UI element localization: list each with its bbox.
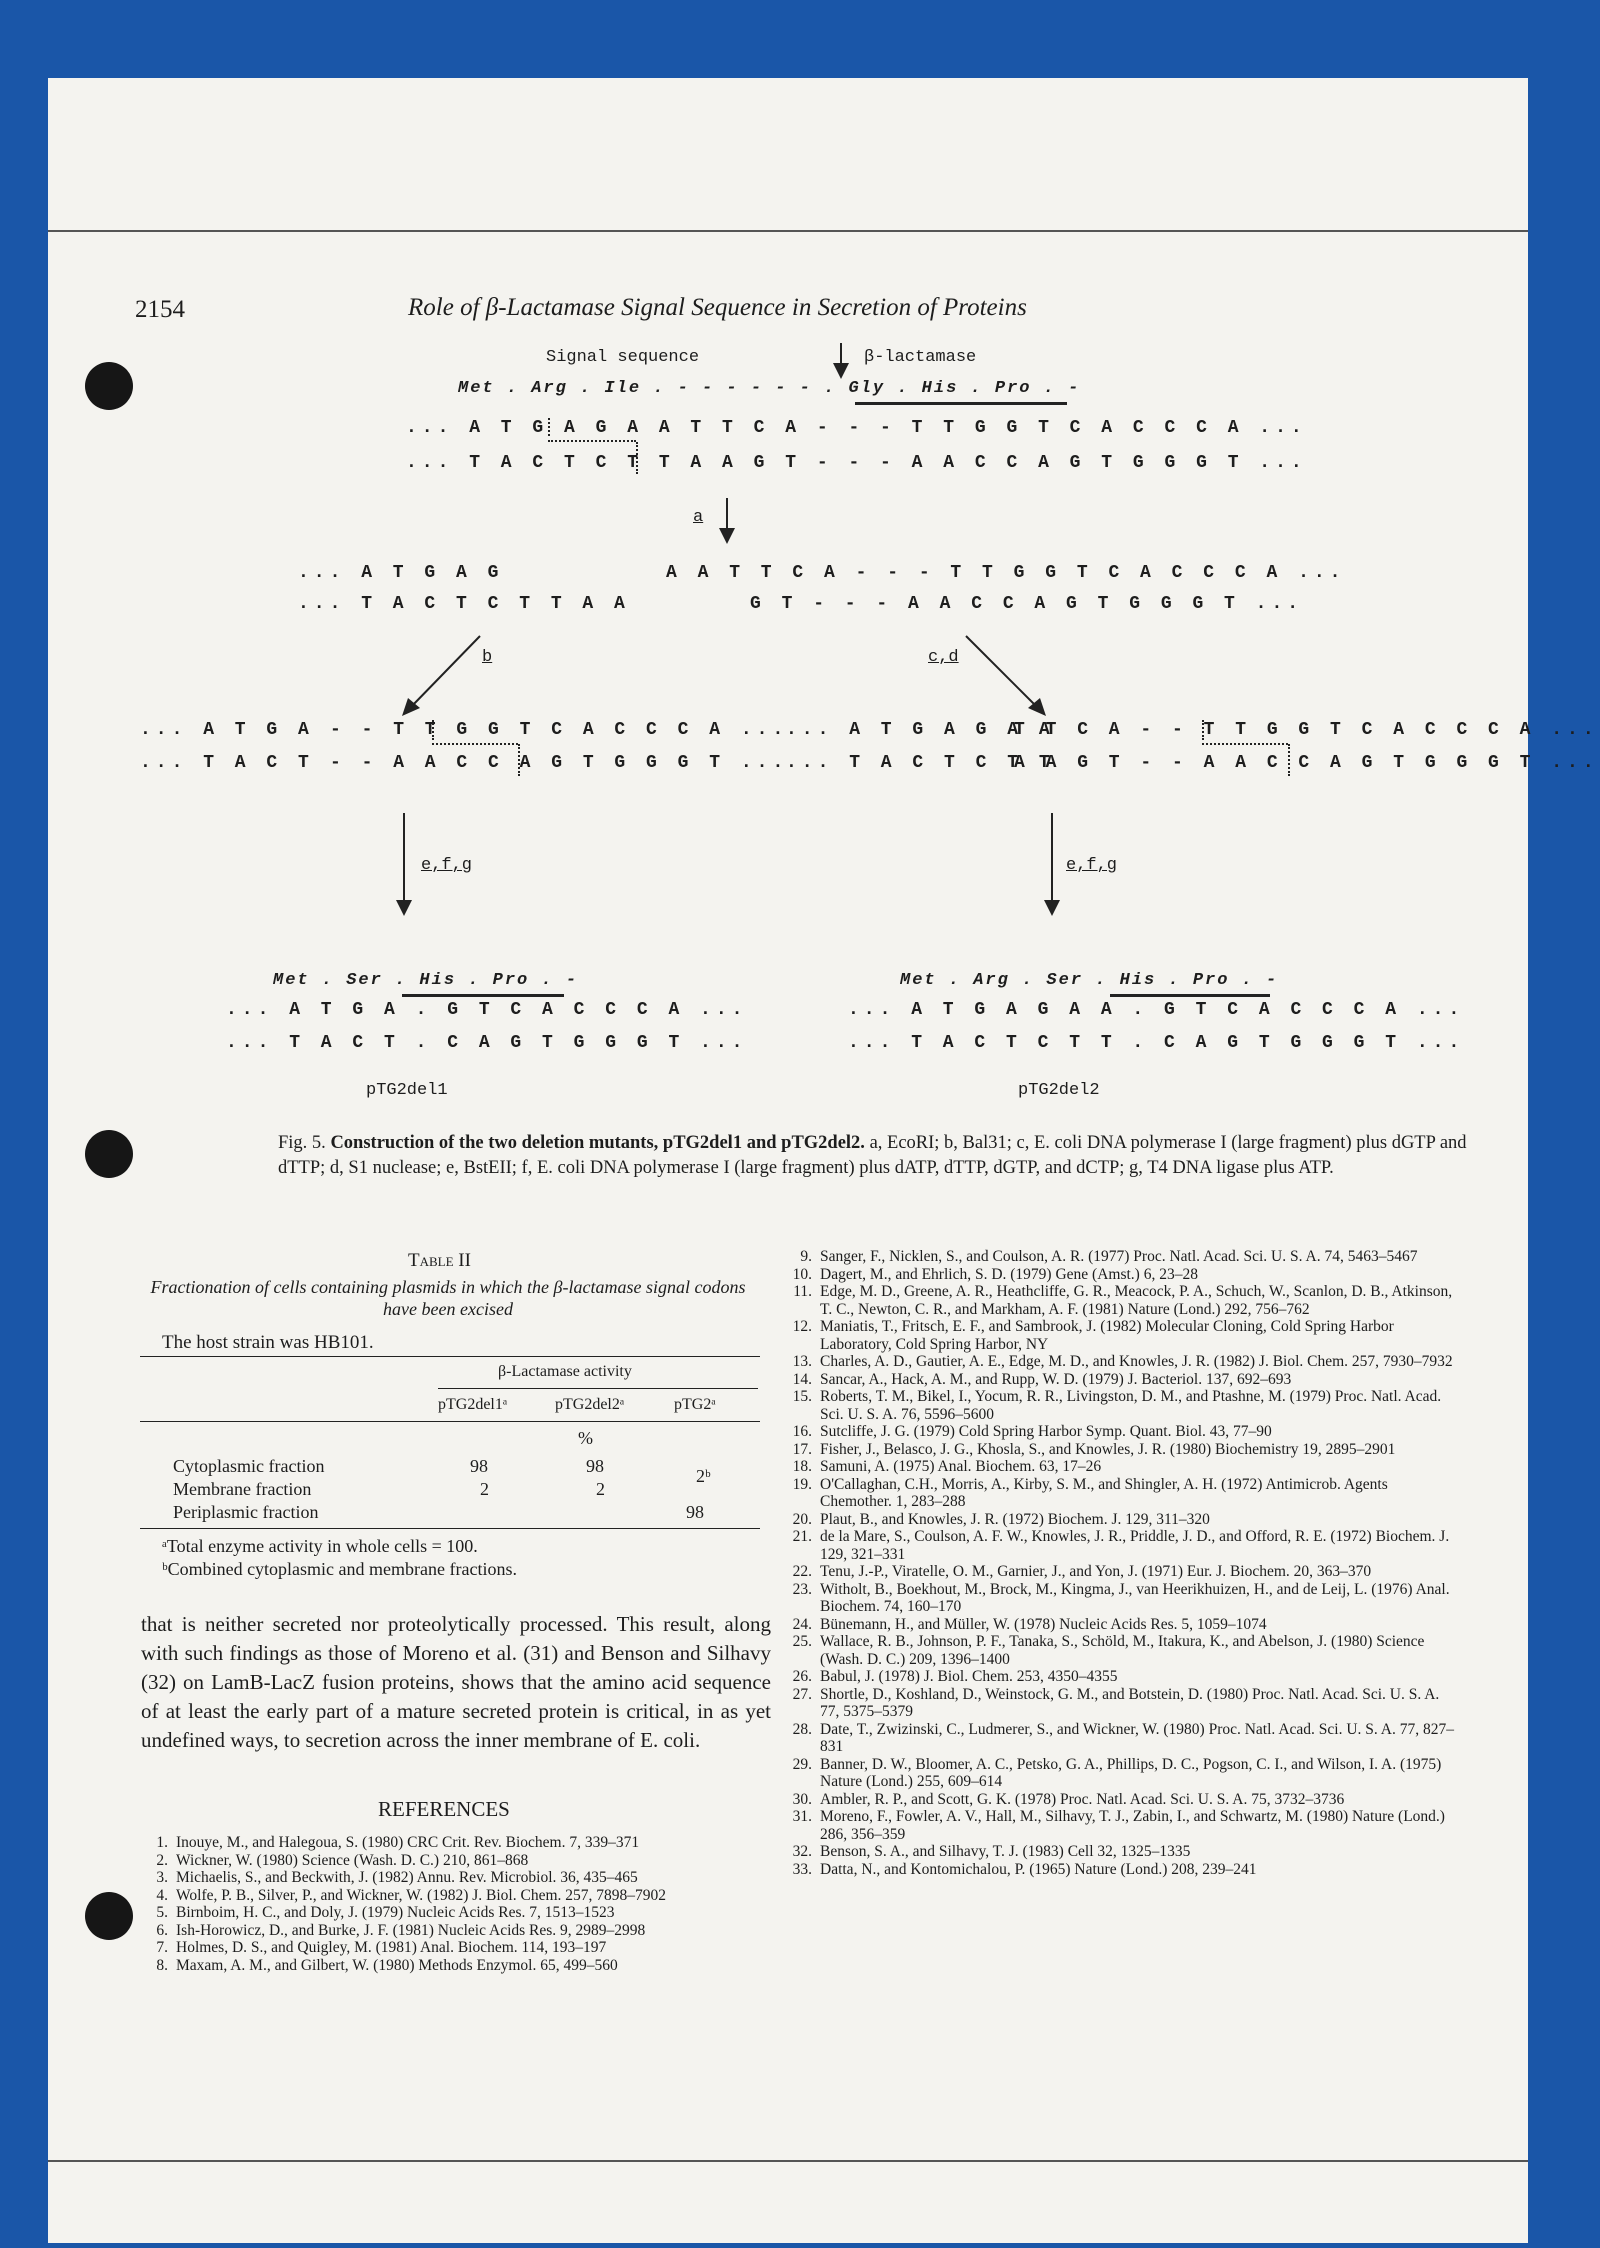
reference-text: Ish-Horowicz, D., and Burke, J. F. (1981) Nucleic Acids Res. 9, 2989–2998: [176, 1921, 646, 1939]
reference-text: Maniatis, T., Fritsch, E. F., and Sambrook, J. (1982) Molecular Cloning, Cold Spring Harbor Laboratory, Cold Spring Harbor, NY: [820, 1318, 1394, 1353]
reference-number: 11.: [793, 1283, 812, 1300]
table-footnote-b: ᵇCombined cytoplasmic and membrane fractions.: [162, 1559, 517, 1579]
reference-text: Sutcliffe, J. G. (1979) Cold Spring Harbor Symp. Quant. Biol. 43, 77–90: [820, 1423, 1272, 1440]
step-b-label: b: [482, 648, 493, 667]
pTG2del1-label: pTG2del1: [366, 1081, 448, 1100]
left-product-amino-acids: Met . Ser . His . Pro . -: [273, 971, 579, 990]
reference-text: Roberts, T. M., Bikel, I., Yocum, R. R., Livingston, D. M., and Ptashne, M. (1979) Proc. Natl. Acad. Sci. U. S. A. 76, 5596–5600: [820, 1388, 1442, 1423]
references-heading: REFERENCES: [378, 1797, 510, 1821]
reference-number: 22.: [792, 1563, 812, 1580]
running-title: Role of β-Lactamase Signal Sequence in Secretion of Proteins: [408, 294, 1027, 321]
step-a-arrow-head: [719, 528, 735, 544]
table-rule-top: [140, 1356, 760, 1357]
caption-body: a, EcoRI; b, Bal31; c, E. coli DNA polymerase I (large fragment) plus dGTP and dTTP; d, S1 nuclease; e, BstEII; f, E. coli DNA polymerase I (large fragment) plus dATP, dTTP, dGTP, and dCTP; g, T4 DNA ligase plus ATP.: [278, 1133, 1467, 1178]
punch-hole: [85, 362, 133, 410]
reference-item: [786, 1633, 1458, 1668]
reference-number: 2.: [156, 1851, 168, 1869]
reference-text: Plaut, B., and Knowles, J. R. (1972) Biochem. J. 129, 311–320: [820, 1510, 1210, 1528]
reference-number: 18.: [792, 1458, 812, 1475]
left-branch-right-strand-1: - - T T G G T C A C C C A ...: [330, 720, 789, 740]
reference-text: Ambler, R. P., and Scott, G. K. (1978) Proc. Natl. Acad. Sci. U. S. A. 75, 3732–3736: [820, 1790, 1345, 1808]
reference-number: 12.: [792, 1318, 812, 1335]
table-row-label: Membrane fraction: [173, 1479, 312, 1499]
reference-number: 33.: [792, 1860, 812, 1878]
figure-caption: [278, 1131, 1518, 1181]
reference-item: [786, 1581, 1458, 1616]
right-branch-left-strand-2: ... T A C T C T T: [786, 753, 1055, 773]
reference-number: 6.: [156, 1921, 168, 1939]
mid-right-strand-2: G T - - - A A C C A G T G G G T ...: [750, 594, 1304, 614]
reference-item: [786, 1861, 1458, 1879]
reference-number: 17.: [792, 1440, 812, 1458]
reference-item: [150, 1852, 780, 1870]
bsteii-site-marker: [1288, 744, 1290, 776]
top-divider: [48, 230, 1528, 232]
reference-number: 30.: [792, 1790, 812, 1808]
left-branch-left-strand-2: ... T A C T: [140, 753, 314, 773]
signal-sequence-label: Signal sequence: [546, 348, 700, 367]
reference-number: 29.: [792, 1755, 812, 1773]
left-efg-label: e,f,g: [421, 856, 473, 875]
body-paragraph: that is neither secreted nor proteolytically processed. This result, along with such findings as those of Moreno et al. (31) and Benson and Silhavy (32) on LamB-LacZ fusion proteins, shows that the amino acid sequence of at least the early part of a mature secreted protein is critical, in as yet undefined ways, to secretion across the inner membrane of E. coli.: [141, 1612, 771, 1752]
table-unit: %: [578, 1428, 593, 1448]
punch-hole: [85, 1892, 133, 1940]
reference-item: [786, 1668, 1458, 1686]
reference-item: [786, 1563, 1458, 1581]
reference-item: [150, 1904, 780, 1922]
table-col-pTG2del2: pTG2del2ᵃ: [555, 1396, 625, 1413]
reference-item: [786, 1458, 1458, 1476]
reference-item: [150, 1834, 780, 1852]
reference-item: [150, 1887, 780, 1905]
right-branch-left-strand-1: ... A T G A G A A: [786, 720, 1055, 740]
reference-item: [786, 1528, 1458, 1563]
reference-number: 27.: [792, 1685, 812, 1703]
reference-text: Sanger, F., Nicklen, S., and Coulson, A. R. (1977) Proc. Natl. Acad. Sci. U. S. A. 74, 5463–5467: [820, 1248, 1418, 1265]
table-cell: 98: [586, 1456, 604, 1476]
right-efg-arrow-head: [1044, 900, 1060, 916]
reference-item: [786, 1283, 1458, 1318]
reference-item: [150, 1957, 780, 1975]
table-title: Table II: [408, 1250, 471, 1271]
reference-item: [786, 1721, 1458, 1756]
references-left-column: [150, 1834, 780, 1974]
reference-number: 13.: [792, 1353, 812, 1370]
reference-text: Fisher, J., Belasco, J. G., Khosla, S., and Knowles, J. R. (1980) Biochemistry 19, 2895–2901: [820, 1440, 1396, 1458]
table-host-note: The host strain was HB101.: [162, 1332, 374, 1353]
right-product-strand-2: ... T A C T C T T . C A G T G G G T ...: [848, 1033, 1465, 1053]
reference-item: [150, 1939, 780, 1957]
table-group-header: β-Lactamase activity: [498, 1363, 632, 1380]
reference-number: 15.: [792, 1388, 812, 1405]
reference-number: 25.: [792, 1633, 812, 1650]
reference-text: Samuni, A. (1975) Anal. Biochem. 63, 17–26: [820, 1458, 1102, 1475]
reference-number: 28.: [792, 1720, 812, 1738]
reference-number: 26.: [792, 1668, 812, 1685]
table-rule-mid: [140, 1421, 760, 1422]
table-subtitle: Fractionation of cells containing plasmids in which the β-lactamase signal codons have been excised: [150, 1277, 746, 1319]
reference-text: Birnboim, H. C., and Doly, J. (1979) Nucleic Acids Res. 7, 1513–1523: [176, 1904, 615, 1921]
reference-text: Edge, M. D., Greene, A. R., Heathcliffe, G. R., Meacock, P. A., Schuch, W., Scanlon, D. B., Atkinson, T. C., Newton, C. R., and Markham, A. F. (1981) Nature (Lond.) 292, 756–762: [820, 1283, 1453, 1318]
reference-item: [786, 1353, 1458, 1371]
cleavage-arrow-head: [833, 363, 849, 379]
reference-text: Inouye, M., and Halegoua, S. (1980) CRC Crit. Rev. Biochem. 7, 339–371: [176, 1834, 640, 1851]
reference-text: Holmes, D. S., and Quigley, M. (1981) Anal. Biochem. 114, 193–197: [176, 1939, 607, 1956]
bsteii-site-marker: [1202, 720, 1204, 740]
table-cell: 98: [686, 1502, 704, 1522]
reference-item: [786, 1371, 1458, 1389]
bsteii-site-marker: [1202, 743, 1288, 745]
reference-text: Datta, N., and Kontomichalou, P. (1965) Nature (Lond.) 208, 239–241: [820, 1860, 1257, 1878]
table-row-label: Periplasmic fraction: [173, 1502, 319, 1522]
table-cell: 98: [470, 1456, 488, 1476]
reference-item: [786, 1616, 1458, 1634]
bottom-divider: [48, 2160, 1528, 2162]
reference-item: [786, 1248, 1458, 1266]
table-group-rule: [438, 1388, 758, 1389]
reference-item: [786, 1791, 1458, 1809]
reference-text: O'Callaghan, C.H., Morris, A., Kirby, S. M., and Shingler, A. H. (1972) Antimicrob. Agents Chemother. 1, 283–288: [820, 1475, 1388, 1510]
right-efg-label: e,f,g: [1066, 856, 1118, 875]
reference-number: 32.: [792, 1843, 812, 1860]
reference-number: 1.: [156, 1834, 168, 1851]
table-row-label: Cytoplasmic fraction: [173, 1456, 325, 1476]
reference-item: [786, 1756, 1458, 1791]
left-efg-arrow-head: [396, 900, 412, 916]
reference-number: 4.: [156, 1886, 168, 1904]
reference-number: 21.: [792, 1528, 812, 1545]
left-product-strand-2: ... T A C T . C A G T G G G T ...: [226, 1033, 748, 1053]
ecori-site-marker: [548, 418, 550, 436]
right-product-strand-1: ... A T G A G A A . G T C A C C C A ...: [848, 1000, 1465, 1020]
top-sequence-strand-2: ... T A C T C T T A A G T - - - A A C C A G T G G G T ...: [406, 453, 1307, 473]
right-branch-right-strand-2: A A G T - - A A C C A G T G G G T ...: [1014, 753, 1599, 773]
right-product-amino-acids: Met . Arg . Ser . His . Pro . -: [900, 971, 1279, 990]
reference-text: Moreno, F., Fowler, A. V., Hall, M., Silhavy, T. J., Zabin, I., and Schwartz, M. (1980) Nature (Lond.) 286, 356–359: [820, 1808, 1445, 1843]
beta-lactamase-label: β-lactamase: [864, 348, 977, 367]
mid-left-strand-2: ... T A C T C T T A A: [298, 594, 630, 614]
page-number: 2154: [135, 296, 185, 323]
reference-item: [786, 1808, 1458, 1843]
caption-lead: Fig. 5.: [278, 1133, 326, 1153]
punch-hole: [85, 1130, 133, 1178]
mid-right-strand-1: A A T T C A - - - T T G G T C A C C C A ...: [666, 563, 1346, 583]
step-cd-label: c,d: [928, 648, 959, 667]
table-cell: 2: [480, 1479, 489, 1499]
reference-text: Michaelis, S., and Beckwith, J. (1982) Annu. Rev. Microbiol. 36, 435–465: [176, 1869, 638, 1886]
left-branch-left-strand-1: ... A T G A: [140, 720, 314, 740]
reference-item: [150, 1922, 780, 1940]
reference-number: 23.: [792, 1580, 812, 1598]
reference-text: Shortle, D., Koshland, D., Weinstock, G. M., and Botstein, D. (1980) Proc. Natl. Acad. Sci. U. S. A. 77, 5375–5379: [820, 1685, 1440, 1720]
top-amino-acids: Met . Arg . Ile . - - - - - - . Gly . His . Pro . -: [458, 379, 1081, 398]
mature-protein-underline: [855, 402, 1067, 405]
reference-text: Date, T., Zwizinski, C., Ludmerer, S., and Wickner, W. (1980) Proc. Natl. Acad. Sci. U. S. A. 77, 827–831: [820, 1720, 1454, 1755]
top-sequence-strand-1: ... A T G A G A A T T C A - - - T T G G T C A C C C A ...: [406, 418, 1307, 438]
step-cd-arrow: [966, 636, 1038, 708]
reference-text: Wickner, W. (1980) Science (Wash. D. C.) 210, 861–868: [176, 1851, 529, 1869]
reference-number: 3.: [156, 1869, 168, 1886]
left-product-strand-1: ... A T G A . G T C A C C C A ...: [226, 1000, 748, 1020]
step-a-arrow: [726, 498, 728, 530]
table-col-pTG2del1: pTG2del1ᵃ: [438, 1396, 508, 1413]
mid-left-strand-1: ... A T G A G: [298, 563, 504, 583]
table-cell: 2: [596, 1479, 605, 1499]
table-rule-bottom: [140, 1528, 760, 1529]
cleavage-arrow-shaft: [840, 343, 842, 365]
references-right-column: [786, 1248, 1458, 1878]
reference-text: Wallace, R. B., Johnson, P. F., Tanaka, S., Schöld, M., Itakura, K., and Abelson, J. (1980) Science (Wash. D. C.) 209, 1396–1400: [820, 1633, 1425, 1668]
reference-text: Dagert, M., and Ehrlich, S. D. (1979) Gene (Amst.) 6, 23–28: [820, 1265, 1198, 1283]
reference-text: Bünemann, H., and Müller, W. (1978) Nucleic Acids Res. 5, 1059–1074: [820, 1615, 1267, 1633]
left-branch-right-strand-2: - - A A C C A G T G G G T ...: [330, 753, 789, 773]
reference-item: [786, 1441, 1458, 1459]
table-cell: 2ᵇ: [696, 1466, 711, 1486]
bsteii-site-marker: [432, 720, 434, 740]
reference-number: 10.: [792, 1265, 812, 1283]
reference-item: [786, 1686, 1458, 1721]
reference-item: [786, 1318, 1458, 1353]
reference-text: Charles, A. D., Gautier, A. E., Edge, M. D., and Knowles, J. R. (1982) J. Biol. Chem. 257, 7930–7932: [820, 1353, 1453, 1370]
reference-text: Sancar, A., Hack, A. M., and Rupp, W. D. (1979) J. Bacteriol. 137, 692–693: [820, 1370, 1292, 1388]
paper-page: [48, 78, 1599, 2243]
reference-number: 14.: [792, 1370, 812, 1388]
step-a-label: a: [693, 508, 704, 527]
reference-item: [786, 1423, 1458, 1441]
right-mature-underline: [1110, 994, 1270, 997]
reference-item: [786, 1266, 1458, 1284]
reference-text: Maxam, A. M., and Gilbert, W. (1980) Methods Enzymol. 65, 499–560: [176, 1956, 618, 1974]
ecori-site-marker: [636, 442, 638, 474]
table-col-pTG2: pTG2ᵃ: [674, 1396, 716, 1413]
reference-number: 8.: [156, 1956, 168, 1974]
bsteii-site-marker: [518, 744, 520, 776]
reference-item: [786, 1388, 1458, 1423]
reference-text: Benson, S. A., and Silhavy, T. J. (1983) Cell 32, 1325–1335: [820, 1843, 1191, 1860]
reference-number: 7.: [156, 1939, 168, 1956]
left-efg-arrow: [403, 813, 405, 903]
reference-text: Wolfe, P. B., Silver, P., and Wickner, W. (1982) J. Biol. Chem. 257, 7898–7902: [176, 1886, 667, 1904]
reference-text: Banner, D. W., Bloomer, A. C., Petsko, G. A., Phillips, D. C., Pogson, C. I., and Wilson, I. A. (1975) Nature (Lond.) 255, 609–614: [820, 1755, 1442, 1790]
reference-number: 24.: [792, 1615, 812, 1633]
ecori-site-marker: [548, 440, 636, 442]
bsteii-site-marker: [432, 743, 518, 745]
reference-item: [786, 1476, 1458, 1511]
reference-item: [786, 1511, 1458, 1529]
reference-number: 5.: [156, 1904, 168, 1921]
reference-text: Babul, J. (1978) J. Biol. Chem. 253, 4350–4355: [820, 1668, 1118, 1685]
step-b-arrow: [410, 636, 480, 708]
reference-number: 9.: [800, 1248, 812, 1265]
reference-text: de la Mare, S., Coulson, A. F. W., Knowles, J. R., Priddle, J. D., and Offord, R. E. (1972) Biochem. J. 129, 321–331: [820, 1528, 1450, 1563]
reference-number: 31.: [792, 1808, 812, 1825]
reference-number: 20.: [792, 1510, 812, 1528]
reference-number: 19.: [792, 1475, 812, 1493]
reference-item: [150, 1869, 780, 1887]
pTG2del2-label: pTG2del2: [1018, 1081, 1100, 1100]
reference-item: [786, 1843, 1458, 1861]
table-footnote-a: ᵃTotal enzyme activity in whole cells = 100.: [162, 1536, 478, 1556]
caption-title: Construction of the two deletion mutants, pTG2del1 and pTG2del2.: [330, 1133, 865, 1153]
reference-text: Witholt, B., Boekhout, M., Brock, M., Kingma, J., van Heerikhuizen, H., and de Leij, L. (1976) Anal. Biochem. 74, 160–170: [820, 1580, 1450, 1615]
reference-number: 16.: [792, 1423, 812, 1440]
reference-text: Tenu, J.-P., Viratelle, O. M., Garnier, J., and Yon, J. (1971) Eur. J. Biochem. 20, 363–370: [820, 1563, 1372, 1580]
right-branch-right-strand-1: T T C A - - T T G G T C A C C C A ...: [1014, 720, 1599, 740]
left-mature-underline: [402, 994, 564, 997]
right-efg-arrow: [1051, 813, 1053, 903]
